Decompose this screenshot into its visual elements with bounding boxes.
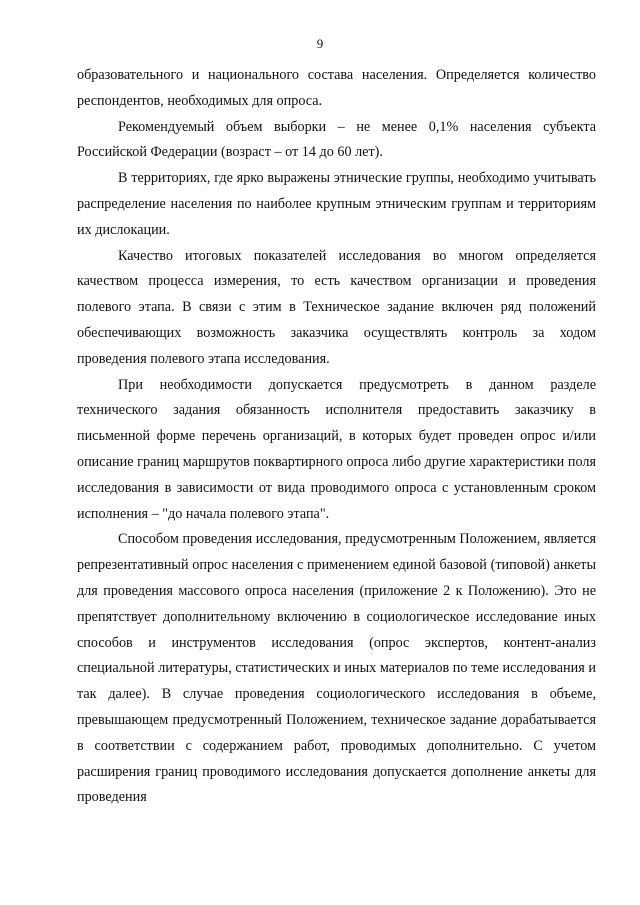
document-body <box>77 63 596 811</box>
paragraph-research-method: Способом проведения исследования, предусмотренным Положением, является репрезентативный опрос населения с применением единой базовой (типовой) анкеты для проведения массового опроса населения (приложение 2 к Положению). Это не препятствует дополнительному включению в социологическое исследование иных способов и инструментов исследования (опрос экспертов, контент-анализ специальной литературы, статистических и иных материалов по теме исследования и так далее). В случае проведения социологического исследования в объеме, превышающем предусмотренный Положением, техническое задание дорабатывается в соответствии с содержанием работ, проводимых дополнительно. С учетом расширения границ проводимого исследования допускается дополнение анкеты для проведения <box>77 531 596 806</box>
paragraph-sample-size: Рекомендуемый объем выборки – не менее 0,1% населения субъекта Российской Федерации (возраст – от 14 до 60 лет). <box>77 118 596 161</box>
page-number: 9 <box>316 36 324 51</box>
paragraph-quality-control: Качество итоговых показателей исследования во многом определяется качеством процесса измерения, то есть качеством организации и проведения полевого этапа. В связи с этим в Техническое задание включен ряд положений обеспечивающих возможность заказчика осуществлять контроль за ходом проведения полевого этапа исследования. <box>77 247 596 367</box>
paragraph-contractor-obligations: При необходимости допускается предусмотреть в данном разделе технического задания обязанность исполнителя предоставить заказчику в письменной форме перечень организаций, в которых будет проведен опрос и/или описание границ маршрутов поквартирного опроса либо другие характеристики поля исследования в зависимости от вида проводимого опроса с установленным сроком исполнения – "до начала полевого этапа". <box>77 376 596 522</box>
paragraph-ethnic-groups: В территориях, где ярко выражены этнические группы, необходимо учитывать распределение населения по наиболее крупным этническим группам и территориям их дислокации. <box>77 170 596 238</box>
paragraph-continued: образовательного и национального состава населения. Определяется количество респондентов, необходимых для опроса. <box>77 67 596 109</box>
